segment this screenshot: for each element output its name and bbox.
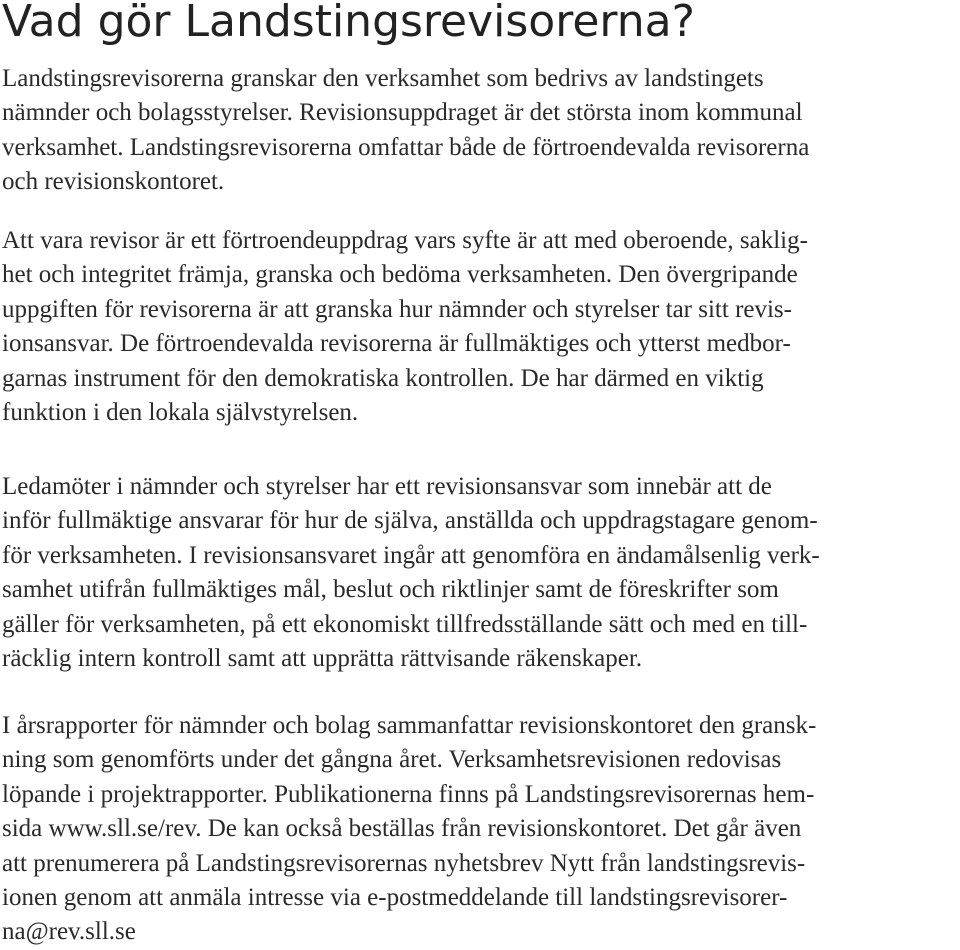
paragraph-line: för verksamheten. I revisionsansvaret ingår att genomföra en ändamålsenlig verk- [2,541,820,569]
paragraph-reports [2,709,816,950]
paragraph-line: I årsrapporter för nämnder och bolag sammanfattar revisionskontoret den gransk- [2,712,817,739]
paragraph-line: sida www.sll.se/rev. De kan också beställas från revisionskontoret. Det går även [2,815,802,843]
paragraph-line: löpande i projektrapporter. Publikationerna finns på Landstingsrevisorernas hem- [2,780,815,808]
paragraph-line: Ledamöter i nämnder och styrelser har ett revisionsansvar som innebär att de [2,473,772,500]
paragraph-line: inför fullmäktige ansvarar för hur de själva, anställda och uppdragstagare genom- [2,507,818,535]
paragraph-line: uppgiften för revisorerna är att granska hur nämnder och styrelser tar sitt revis- [2,295,792,323]
paragraph-revisor-role [2,224,808,430]
paragraph-line: räcklig intern kontroll samt att upprätta rättvisande räkenskaper. [2,645,643,673]
paragraph-line: Att vara revisor är ett förtroendeuppdrag vars syfte är att med oberoende, saklig- [2,227,808,254]
paragraph-line: verksamhet. Landstingsrevisorerna omfattar både de förtroendevalda revisorerna [2,133,810,161]
paragraph-line: nämnder och bolagsstyrelser. Revisionsuppdraget är det största inom kommunal [2,99,803,127]
page-title: Vad gör Landstingsrevisorerna? [2,0,695,47]
paragraph-line: ning som genomförts under det gångna året. Verksamhetsrevisionen redovisas [2,746,782,774]
paragraph-line: Landstingsrevisorerna granskar den verksamhet som bedrivs av landstingets [2,65,764,92]
paragraph-line: na@rev.sll.se [2,918,136,946]
paragraph-intro [2,62,809,200]
paragraph-line: gäller för verksamheten, på ett ekonomiskt tillfredsställande sätt och med en till- [2,610,808,638]
paragraph-line: att prenumerera på Landstingsrevisorernas nyhetsbrev Nytt från landstingsrevis- [2,849,806,877]
paragraph-line: het och integritet främja, granska och bedöma verksamheten. Den övergripande [2,261,798,289]
paragraph-line: ionen genom att anmäla intresse via e-postmeddelande till landstingsrevisorer- [2,884,788,912]
paragraph-line: funktion i den lokala självstyrelsen. [2,399,359,427]
paragraph-line: ionsansvar. De förtroendevalda revisorerna är fullmäktiges och ytterst medbor- [2,330,791,358]
paragraph-responsibility [2,470,820,676]
paragraph-line: garnas instrument för den demokratiska kontrollen. De har därmed en viktig [2,364,764,392]
paragraph-line: samhet utifrån fullmäktiges mål, beslut och riktlinjer samt de föreskrifter som [2,576,779,604]
paragraph-line: och revisionskontoret. [2,168,225,196]
